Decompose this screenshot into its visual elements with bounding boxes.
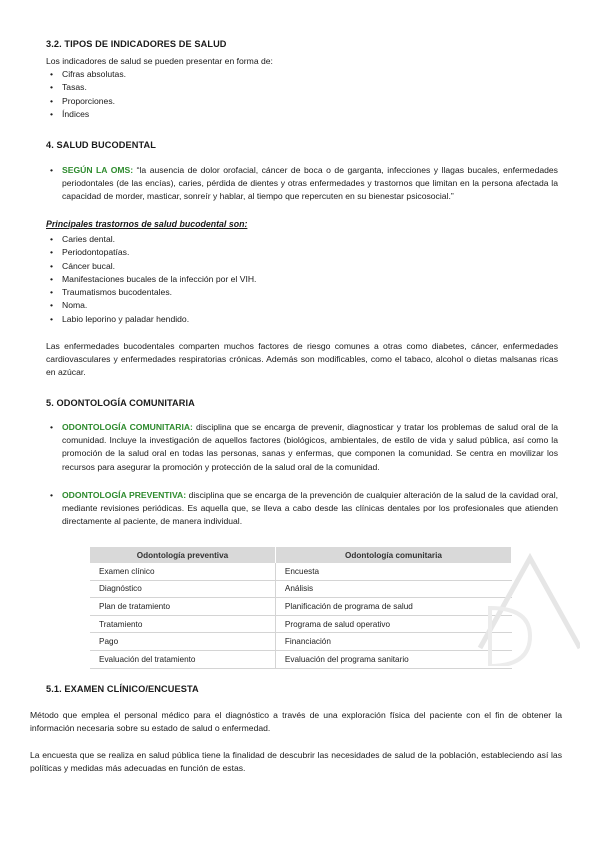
section-4-title: 4. SALUD BUCODENTAL xyxy=(46,140,156,150)
table-cell: Programa de salud operativo xyxy=(275,615,511,633)
disorders-list xyxy=(46,233,556,326)
preventiva-text: disciplina que se encarga de la prevención de cualquier alteración de la salud de la cavidad oral, mediante revisiones periódicas. Es aquella que, se lleva a cabo desde las clínicas dentales por los profesionales que atienden directamente al paciente, de manera individual. xyxy=(62,490,558,527)
bullet: • xyxy=(50,422,54,432)
watermark-logo-icon xyxy=(470,548,580,666)
comunitaria-text: disciplina que se encarga de prevenir, diagnosticar y tratar los problemas de salud oral de la comunidad. Incluye la investigación de aquellos factores (biológicos, ambientales, de estilo de vida y salud pública, así como la promoción de la salud oral en todas las personas, sanas y enfermas, que componen la comunidad. Se centra en movilizar los recursos para asegurar la promoción y protección de la salud oral de la comunidad. xyxy=(62,422,558,472)
list-item: • Proporciones. xyxy=(50,95,116,106)
table-row xyxy=(90,615,512,633)
table-cell: Análisis xyxy=(275,580,511,598)
list-item: • Periodontopatías. xyxy=(50,247,130,258)
comparison-table xyxy=(90,547,512,669)
table-cell: Plan de tratamiento xyxy=(90,598,275,616)
oms-definition xyxy=(46,164,558,204)
section-5-1-title: 5.1. EXAMEN CLÍNICO/ENCUESTA xyxy=(46,684,199,694)
table-row xyxy=(90,650,512,668)
bullet: • xyxy=(50,165,54,175)
table-cell: Evaluación del tratamiento xyxy=(90,650,275,668)
table-row xyxy=(90,598,512,616)
comunitaria-definition xyxy=(46,421,558,474)
table-cell: Financiación xyxy=(275,633,511,651)
comunitaria-label: ODONTOLOGÍA COMUNITARIA: xyxy=(62,422,193,432)
table-row xyxy=(90,633,512,651)
preventiva-label: ODONTOLOGÍA PREVENTIVA: xyxy=(62,490,187,500)
table-header-comunitaria: Odontología comunitaria xyxy=(275,547,511,563)
table-row xyxy=(90,580,512,598)
section-5-1-para1: Método que emplea el personal médico para el diagnóstico a través de una exploración física del paciente con el fin de obtener la información necesaria sobre su estado de salud o enfermedad. xyxy=(30,710,562,734)
preventiva-definition xyxy=(46,489,558,529)
indicator-types-list xyxy=(46,68,556,121)
table-cell: Evaluación del programa sanitario xyxy=(275,650,511,668)
list-item: • Cifras absolutas. xyxy=(50,69,127,79)
list-item: • Caries dental. xyxy=(50,234,116,244)
table-header-preventiva: Odontología preventiva xyxy=(90,547,275,563)
list-item: • Noma. xyxy=(50,300,88,311)
table-cell: Diagnóstico xyxy=(90,580,275,598)
list-item: • Cáncer bucal. xyxy=(50,260,116,271)
list-item: • Traumatismos bucodentales. xyxy=(50,287,173,298)
section-5-1-para2: La encuesta que se realiza en salud pública tiene la finalidad de descubrir las necesidades de salud de la población, estableciendo así las políticas y medidas más adecuadas en función de estas. xyxy=(30,750,562,774)
table-cell: Pago xyxy=(90,633,275,651)
list-item: • Índices xyxy=(50,108,90,119)
section-4-closing: Las enfermedades bucodentales comparten muchos factores de riesgo comunes a otras como diabetes, cáncer, enfermedades cardiovasculares y enfermedades respiratorias crónicas. Además son modificables, como el tabaco, alcohol o dietas malsanas ricas en azúcar. xyxy=(46,341,558,378)
oms-label: SEGÚN LA OMS: xyxy=(62,165,134,175)
table-cell: Planificación de programa de salud xyxy=(275,598,511,616)
list-item: • Tasas. xyxy=(50,82,87,93)
section-5-title: 5. ODONTOLOGÍA COMUNITARIA xyxy=(46,398,195,408)
disorders-subtitle: Principales trastornos de salud bucodental son: xyxy=(46,219,248,229)
section-3-2-title: 3.2. TIPOS DE INDICADORES DE SALUD xyxy=(46,39,227,49)
table-cell: Encuesta xyxy=(275,563,511,580)
table-cell: Examen clínico xyxy=(90,563,275,580)
list-item: • Labio leporino y paladar hendido. xyxy=(50,313,190,324)
table-header-row xyxy=(90,547,512,563)
table-cell: Tratamiento xyxy=(90,615,275,633)
list-item: • Manifestaciones bucales de la infección por el VIH. xyxy=(50,273,257,284)
bullet: • xyxy=(50,490,54,500)
oms-text: “la ausencia de dolor orofacial, cáncer de boca o de garganta, infecciones y llagas bucales, enfermedades periodontales (de las encías), caries, pérdida de dientes y otras enfermedades y trastornos que limitan en la persona afectada la capacidad de morder, masticar, sonreír y hablar, al tiempo que repercuten en su bienestar psicosocial.” xyxy=(62,165,558,202)
section-3-2-intro: Los indicadores de salud se pueden presentar en forma de: xyxy=(46,56,273,66)
table-row xyxy=(90,563,512,580)
